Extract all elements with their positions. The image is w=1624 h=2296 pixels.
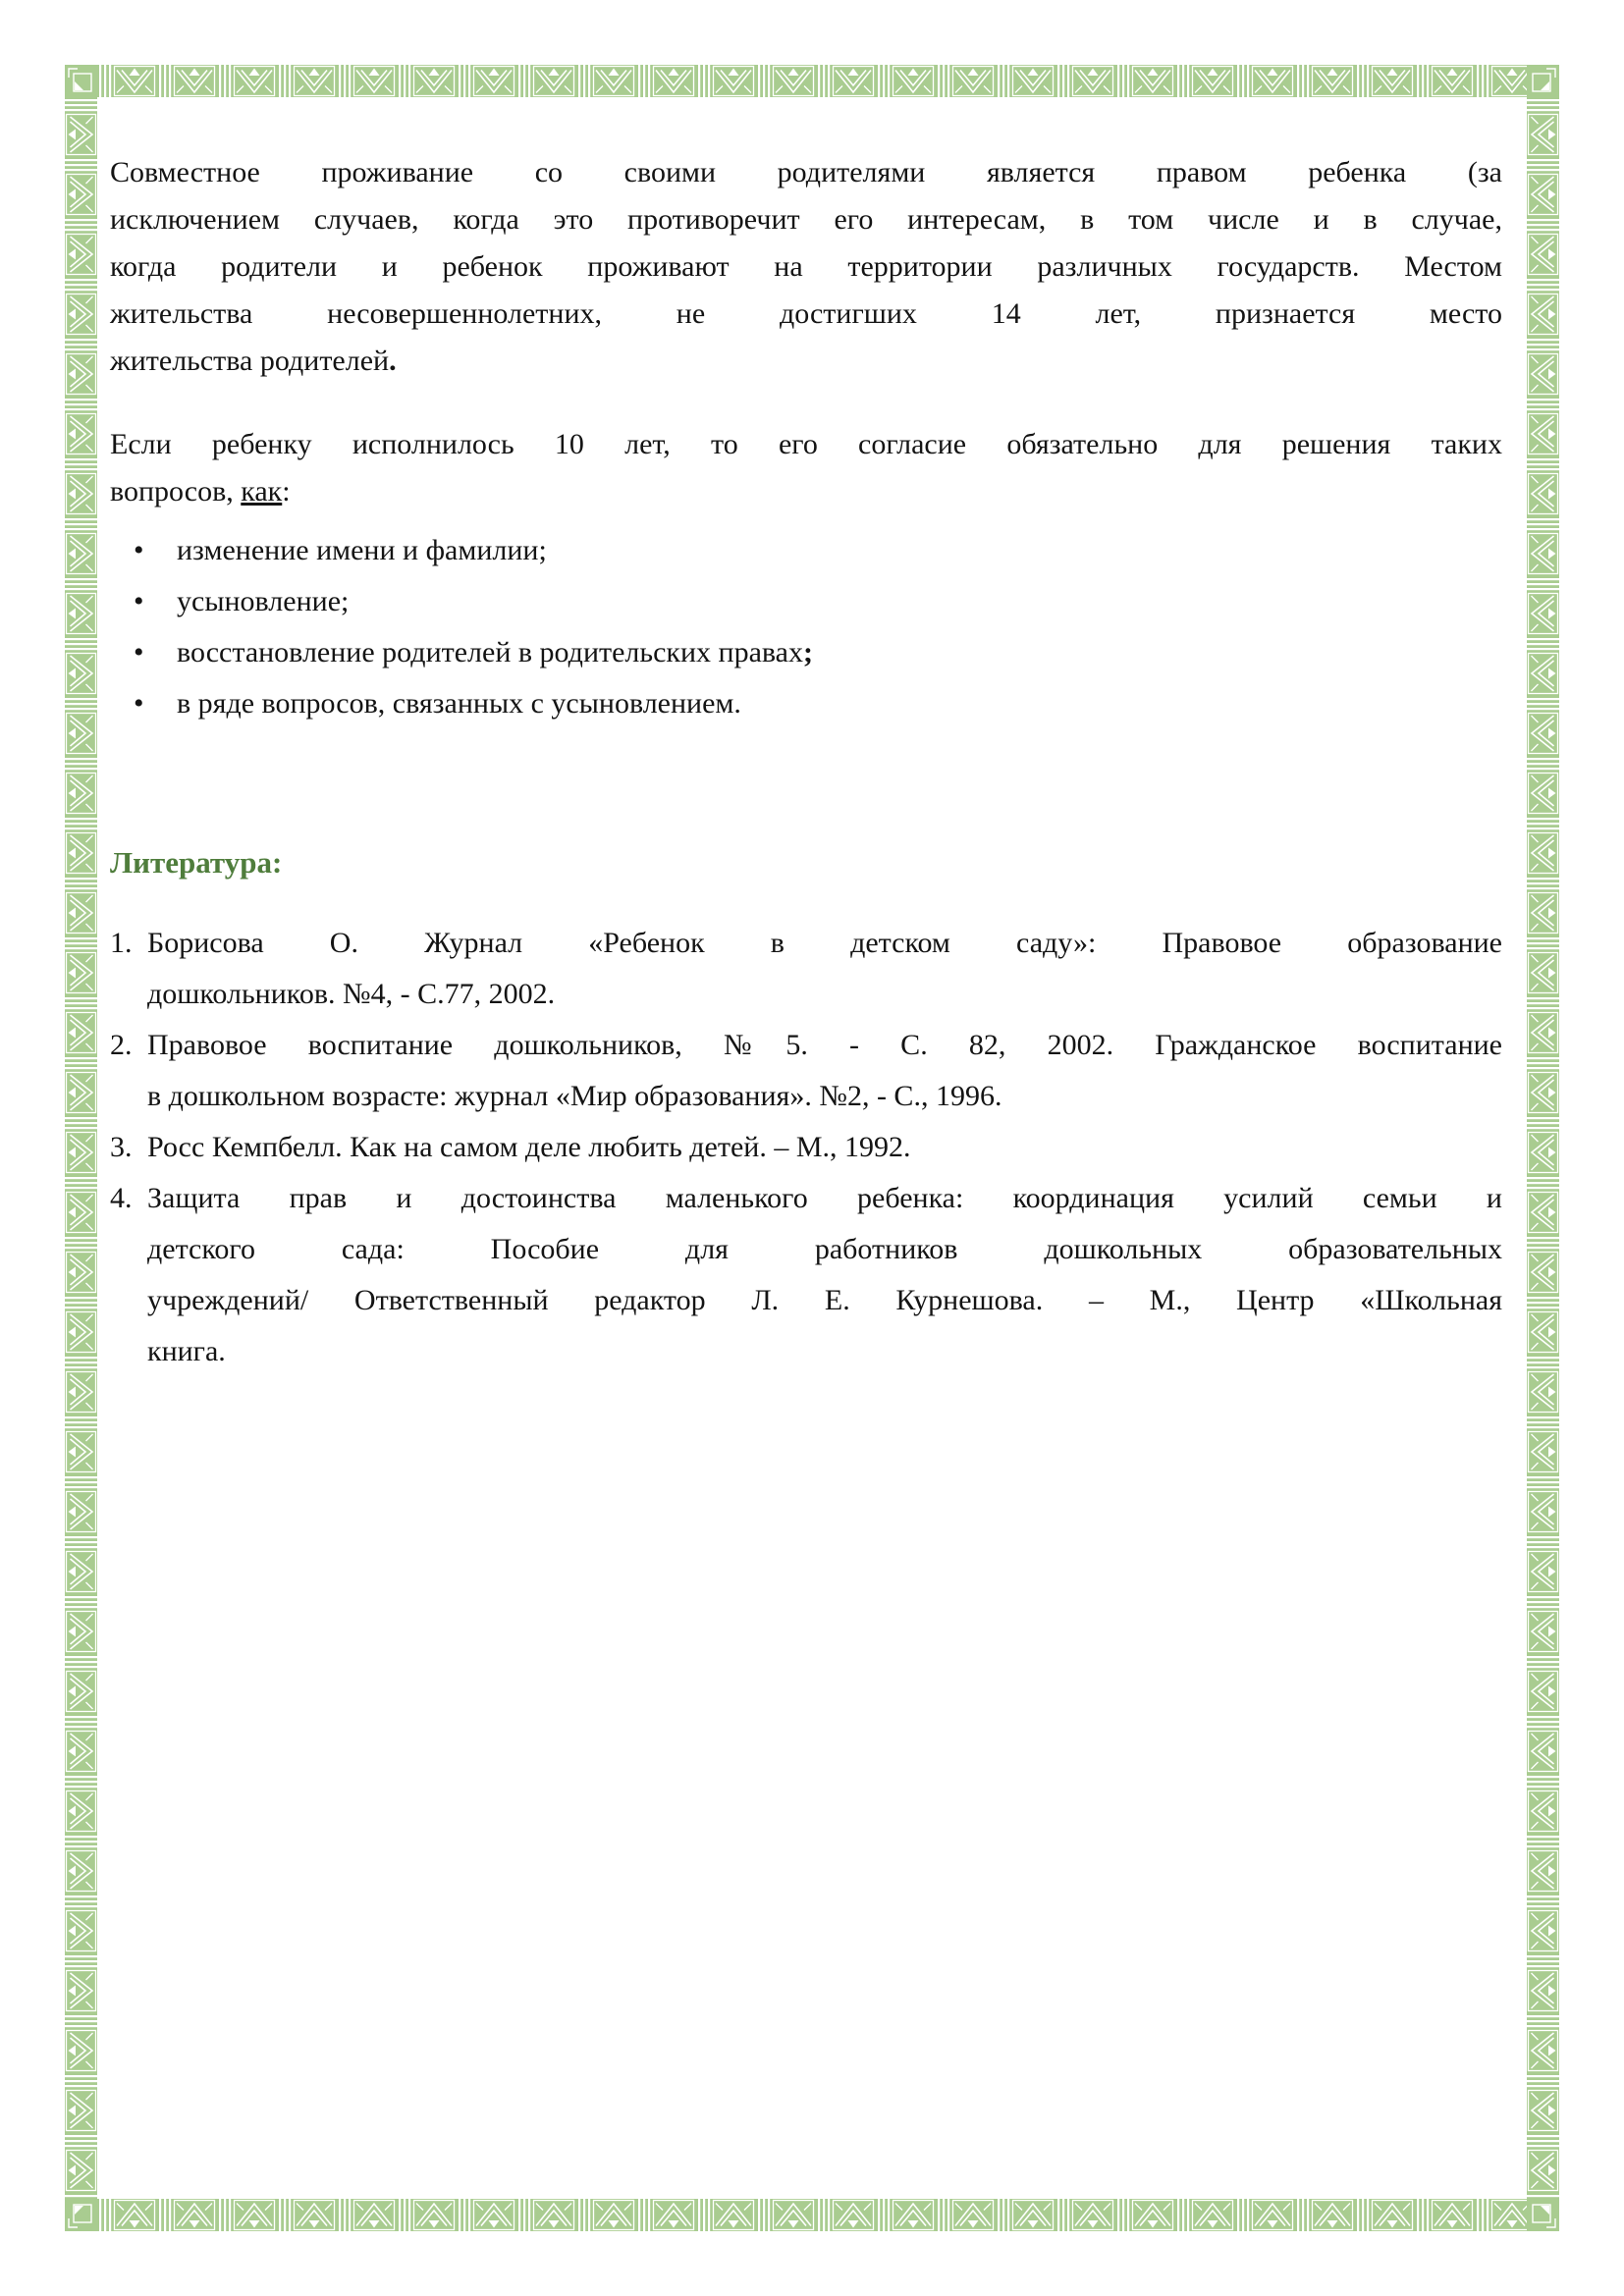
text-line: дошкольников. №4, - С.77, 2002. bbox=[147, 978, 556, 1010]
text-line: исключением случаев, когда это противоречит его интересам, в том числе и в случае, bbox=[110, 203, 1502, 236]
bullet-list bbox=[110, 525, 1502, 729]
bullet-marker: • bbox=[134, 585, 144, 617]
list-number: 2. bbox=[110, 1029, 133, 1061]
list-number: 1. bbox=[110, 927, 133, 959]
document-content bbox=[110, 149, 1502, 1377]
text-line: детского сада: Пособие для работников дошкольных образовательных bbox=[147, 1233, 1502, 1265]
text-line: жительства несовершеннолетних, не достигших 14 лет, признается место bbox=[110, 297, 1502, 330]
text-line: в дошкольном возрасте: журнал «Мир образования». №2, - С., 1996. bbox=[147, 1080, 1002, 1112]
paragraph-cohabitation bbox=[110, 149, 1502, 385]
bullet-item bbox=[110, 627, 1502, 678]
text-line: книга. bbox=[147, 1335, 226, 1367]
literature-heading: Литература: bbox=[110, 845, 283, 880]
text-line: вопросов, как: bbox=[110, 475, 291, 507]
text-line: когда родители и ребенок проживают на территории различных государств. Местом bbox=[110, 250, 1502, 283]
paragraph-consent bbox=[110, 421, 1502, 515]
text-line: Правовое воспитание дошкольников, №5. - С. 82, 2002. Гражданское воспитание bbox=[147, 1029, 1502, 1061]
bold-period: . bbox=[389, 345, 397, 377]
text-line: жительства родителей. bbox=[110, 345, 397, 377]
literature-item-4 bbox=[110, 1173, 1502, 1377]
text-line: Если ребенку исполнилось 10 лет, то его согласие обязательно для решения таких bbox=[110, 428, 1502, 460]
text-line: Борисова О. Журнал «Ребенок в детском саду»: Правовое образование bbox=[147, 927, 1502, 959]
text-line: Росс Кемпбелл. Как на самом деле любить детей. – М., 1992. bbox=[147, 1131, 911, 1163]
bullet-item bbox=[110, 576, 1502, 627]
bullet-item-text: изменение имени и фамилии; bbox=[177, 534, 547, 566]
bullet-marker: • bbox=[134, 534, 144, 566]
text-line: учреждений/ Ответственный редактор Л. Е. Курнешова. – М., Центр «Школьная bbox=[147, 1284, 1502, 1316]
literature-item-3 bbox=[110, 1122, 1502, 1173]
text-line: Защита прав и достоинства маленького ребенка: координация усилий семьи и bbox=[147, 1182, 1502, 1214]
underlined-word: как bbox=[241, 475, 283, 507]
literature-item-1 bbox=[110, 918, 1502, 1020]
bold-semicolon: ; bbox=[802, 636, 813, 668]
literature-item-2 bbox=[110, 1020, 1502, 1122]
bullet-item-text: восстановление родителей в родительских правах; bbox=[177, 636, 813, 668]
text-line: Совместное проживание со своими родителями является правом ребенка (за bbox=[110, 156, 1502, 188]
bullet-marker: • bbox=[134, 687, 144, 720]
list-number: 3. bbox=[110, 1131, 133, 1163]
bullet-marker: • bbox=[134, 636, 144, 668]
bullet-item bbox=[110, 525, 1502, 576]
literature-list bbox=[110, 918, 1502, 1377]
bullet-item-text: усыновление; bbox=[177, 585, 350, 617]
bullet-item-text: в ряде вопросов, связанных с усыновлением. bbox=[177, 687, 741, 720]
bullet-item bbox=[110, 678, 1502, 729]
list-number: 4. bbox=[110, 1182, 133, 1214]
